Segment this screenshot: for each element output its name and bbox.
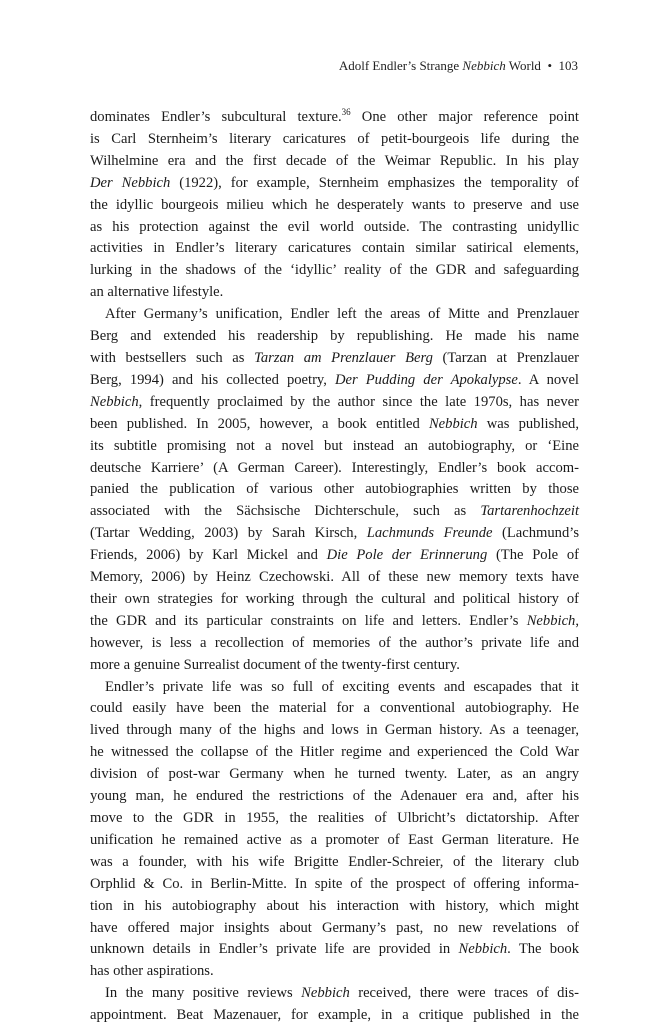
text-line [90, 545, 579, 567]
text-run: lurking in the shadows of the ‘idyllic’ reality of the GDR and safeguarding [90, 262, 579, 279]
text-run: appointment. Beat Mazenauer, for example, in a critique published in the [90, 1007, 579, 1024]
text-line [90, 260, 579, 282]
text-run: Wilhelmine era and the first decade of the Weimar Republic. In his play [90, 152, 579, 169]
italic-title: Nebbich [90, 393, 139, 410]
text-line [90, 939, 579, 961]
text-run: panied the publication of various other autobiographies written by those [90, 481, 579, 498]
text-run: (Tartar Wedding, 2003) by Sarah Kirsch, [90, 525, 367, 542]
text-run: tion in his autobiography about his interaction with history, which might [90, 897, 579, 914]
text-line [90, 852, 579, 874]
text-line [90, 742, 579, 764]
text-line [90, 983, 579, 1005]
text-run: the idyllic bourgeois milieu which he desperately wants to preserve and use [90, 196, 579, 213]
text-line [90, 238, 579, 260]
text-run: (Lachmund’s [492, 525, 579, 542]
text-run: Memory, 2006) by Heinz Czechowski. All of these new memory texts have [90, 569, 579, 586]
text-run: have offered major insights about Germany’s past, no new revelations of [90, 919, 579, 936]
text-run: Friends, 2006) by Karl Mickel and [90, 547, 327, 564]
text-line [90, 326, 579, 348]
running-head-title: Adolf Endler’s Strange Nebbich World [338, 58, 541, 73]
text-line [90, 589, 579, 611]
text-line [90, 874, 579, 896]
italic-title: Tartarenhochzeit [480, 503, 579, 520]
text-line [90, 677, 579, 699]
text-line [90, 282, 579, 304]
italic-title: Tarzan am Prenzlauer Berg [254, 349, 433, 366]
text-run: is Carl Sternheim’s literary caricatures of petit-bourgeois life during the [90, 130, 579, 147]
italic-title: Der Pudding der Apokalypse [335, 371, 518, 388]
paragraph [90, 107, 579, 304]
italic-title: Die Pole der Erinnerung [326, 547, 488, 564]
text-line [90, 961, 579, 983]
text-line [90, 764, 579, 786]
text-line [90, 808, 579, 830]
text-run: Endler’s private life was so full of exciting events and escapades that it [105, 678, 579, 695]
text-run: was published, [477, 415, 579, 432]
text-line [90, 414, 579, 436]
text-line [90, 611, 579, 633]
paragraph [90, 304, 579, 676]
text-run: (The Pole of [487, 547, 579, 564]
text-run: associated with the Sächsische Dichterschule, such as [90, 503, 481, 520]
text-line [90, 151, 579, 173]
footnote-ref: 36 [341, 107, 351, 118]
text-run: unification he remained active as a promoter of East German literature. He [90, 831, 579, 848]
running-head [339, 58, 578, 74]
text-run: been published. In 2005, however, a book entitled [90, 415, 429, 432]
text-run: (Tarzan at Prenzlauer [432, 349, 579, 366]
text-line [90, 830, 579, 852]
text-line [90, 348, 579, 370]
text-line [90, 436, 579, 458]
text-line [90, 304, 579, 326]
italic-title: Der Nebbich [90, 174, 171, 191]
italic-title: Nebbich [526, 612, 576, 629]
text-line [90, 567, 579, 589]
text-run: unknown details in Endler’s private life are provided in [90, 941, 459, 958]
text-run: Berg, 1994) and his collected poetry, [90, 371, 335, 388]
text-run: deutsche Karriere’ (A German Career). Interestingly, Endler’s book accom- [90, 459, 579, 476]
text-line [90, 217, 579, 239]
text-line [90, 633, 579, 655]
text-run: received, there were traces of dis- [349, 985, 579, 1002]
text-run: Berg and extended his readership by republishing. He made his name [90, 328, 579, 345]
text-run: In the many positive reviews [105, 985, 302, 1002]
italic-title: Nebbich [301, 985, 350, 1002]
text-run: . A novel [517, 371, 579, 388]
text-line [90, 698, 579, 720]
text-line [90, 1005, 579, 1027]
text-line [90, 720, 579, 742]
text-line [90, 370, 579, 392]
text-run: (1922), for example, Sternheim emphasizes the temporality of [170, 174, 579, 191]
text-run: with bestsellers such as [90, 349, 255, 366]
text-run: lived through many of the highs and lows in German history. As a teenager, [90, 722, 579, 739]
text-run: could easily have been the material for a conventional autobiography. He [90, 700, 579, 717]
text-run: an alternative lifestyle. [90, 284, 224, 301]
text-run: , [575, 612, 579, 629]
text-run: division of post-war Germany when he turned twenty. Later, as an angry [90, 766, 579, 783]
text-line [90, 501, 579, 523]
italic-title: Nebbich [428, 415, 478, 432]
text-run: , frequently proclaimed by the author since the late 1970s, has never [138, 393, 579, 410]
text-line [90, 786, 579, 808]
text-line [90, 173, 579, 195]
italic-title: Nebbich [458, 941, 508, 958]
running-head-separator: • [547, 58, 552, 73]
text-run: dominates Endler’s subcultural texture. [90, 109, 342, 125]
paragraph [90, 983, 579, 1027]
page-number: 103 [558, 58, 578, 73]
text-run: After Germany’s unification, Endler left the areas of Mitte and Prenzlauer [105, 306, 579, 323]
text-run: the GDR and its particular constraints on life and letters. Endler’s [90, 612, 527, 629]
paragraph [90, 677, 579, 984]
text-run: has other aspirations. [90, 963, 214, 980]
text-run: young man, he endured the restrictions of the Adenauer era and, after his [90, 788, 579, 805]
text-run: . The book [507, 941, 579, 958]
text-line [90, 655, 579, 677]
text-line [90, 479, 579, 501]
text-line [90, 129, 579, 151]
text-run: more a genuine Surrealist document of the twenty-first century. [90, 656, 460, 673]
text-line [90, 392, 579, 414]
text-run: as his protection against the evil world outside. The contrasting unidyllic [90, 218, 579, 235]
text-run: their own strategies for working through the cultural and political history of [90, 590, 579, 607]
text-run: however, is less a recollection of memories of the author’s private life and [90, 634, 579, 651]
text-run: was a founder, with his wife Brigitte Endler-Schreier, of the literary club [90, 853, 579, 870]
text-line [90, 195, 579, 217]
text-line [90, 107, 579, 129]
text-line [90, 458, 579, 480]
text-line [90, 918, 579, 940]
text-line [90, 523, 579, 545]
italic-title: Lachmunds Freunde [366, 525, 493, 542]
text-run: activities in Endler’s literary caricatures contain similar satirical elements, [90, 240, 579, 257]
body-text [90, 107, 579, 1027]
text-run: One other major reference point [350, 109, 579, 125]
text-run: Orphlid & Co. in Berlin-Mitte. In spite of the prospect of offering informa- [90, 875, 579, 892]
text-run: move to the GDR in 1955, the realities of Ulbricht’s dictatorship. After [90, 810, 579, 826]
text-line [90, 896, 579, 918]
text-run: he witnessed the collapse of the Hitler regime and experienced the Cold War [90, 744, 579, 761]
text-run: its subtitle promising not a novel but instead an autobiography, or ‘Eine [90, 437, 579, 454]
